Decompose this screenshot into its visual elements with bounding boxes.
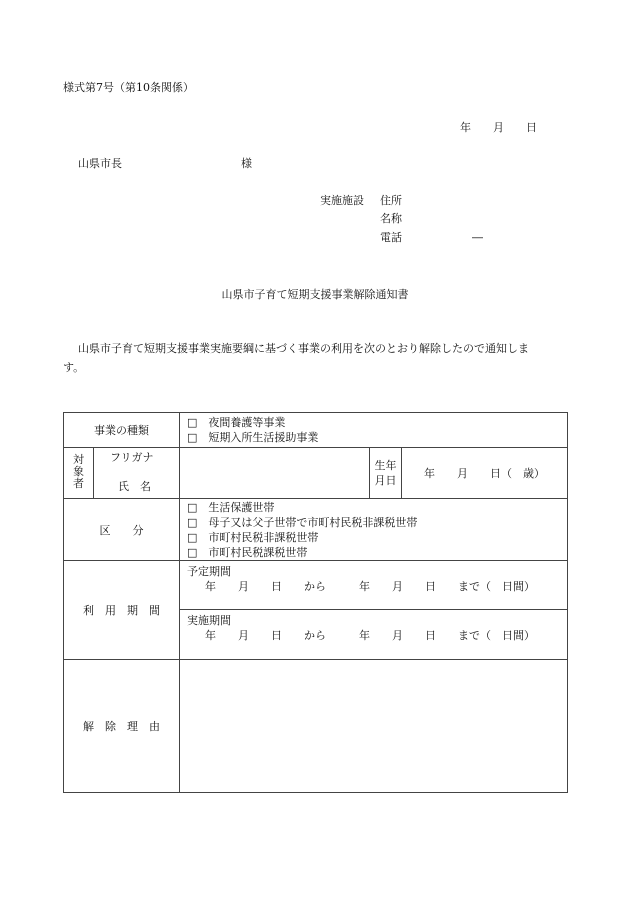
- facility-name-label: 名称: [380, 212, 402, 225]
- actual-period-label: 実施期間: [187, 614, 231, 627]
- addressee: 山県市長: [78, 157, 122, 170]
- planned-period-row: [64, 561, 568, 610]
- actual-period-value[interactable]: 年 月 日 から 年 月 日 まで（ 日間）: [205, 629, 535, 642]
- service-options: [180, 413, 568, 448]
- document-title: 山県市子育て短期支援事業解除通知書: [221, 288, 409, 301]
- planned-period-cell: [180, 561, 568, 610]
- usage-period-label: 利 用 期 間: [64, 561, 180, 660]
- facility-label: 実施施設: [320, 194, 364, 207]
- furigana-label: フリガナ: [110, 451, 154, 464]
- form-number: 様式第7号（第10条関係）: [63, 81, 194, 94]
- name-label: 氏 名: [118, 480, 151, 493]
- category-option-single-parent[interactable]: □ 母子又は父子世帯で市町村民税非課税世帯: [187, 515, 418, 529]
- reason-label: 解 除 理 由: [64, 660, 180, 793]
- actual-period-cell: [180, 610, 568, 660]
- planned-period-label: 予定期間: [187, 565, 231, 578]
- birth-date-label: 生年 月日: [370, 448, 402, 499]
- category-option-taxed[interactable]: □ 市町村民税課税世帯: [187, 545, 308, 559]
- reason-row: [64, 660, 568, 793]
- category-label: 区 分: [64, 499, 180, 561]
- planned-period-value[interactable]: 年 月 日 から 年 月 日 まで（ 日間）: [205, 580, 535, 593]
- facility-address-label: 住所: [380, 194, 402, 207]
- category-option-welfare[interactable]: □ 生活保護世帯: [187, 500, 275, 514]
- subject-name-input[interactable]: [180, 448, 370, 499]
- subject-row: [64, 448, 568, 499]
- body-text-line2: す。: [63, 361, 85, 374]
- service-type-row: [64, 413, 568, 448]
- service-type-label: 事業の種類: [64, 413, 180, 448]
- date-line: 年 月 日: [460, 121, 537, 134]
- category-row: [64, 499, 568, 561]
- service-option-short-stay[interactable]: □ 短期入所生活援助事業: [187, 431, 319, 444]
- subject-name-cell: [94, 448, 180, 499]
- category-option-tax-exempt[interactable]: □ 市町村民税非課税世帯: [187, 530, 319, 544]
- category-options: [180, 499, 568, 561]
- facility-phone-dash: ―: [472, 231, 483, 244]
- honorific: 様: [241, 157, 252, 170]
- service-option-night-care[interactable]: □ 夜間養護等事業: [187, 416, 286, 429]
- birth-date-value[interactable]: 年 月 日（ 歳）: [402, 448, 568, 499]
- notice-table: [63, 412, 568, 793]
- facility-phone-label: 電話: [380, 231, 402, 244]
- body-text-line1: 山県市子育て短期支援事業実施要綱に基づく事業の利用を次のとおり解除したので通知しま: [78, 342, 529, 355]
- subject-label: 対象者: [64, 448, 94, 499]
- reason-input[interactable]: [180, 660, 568, 793]
